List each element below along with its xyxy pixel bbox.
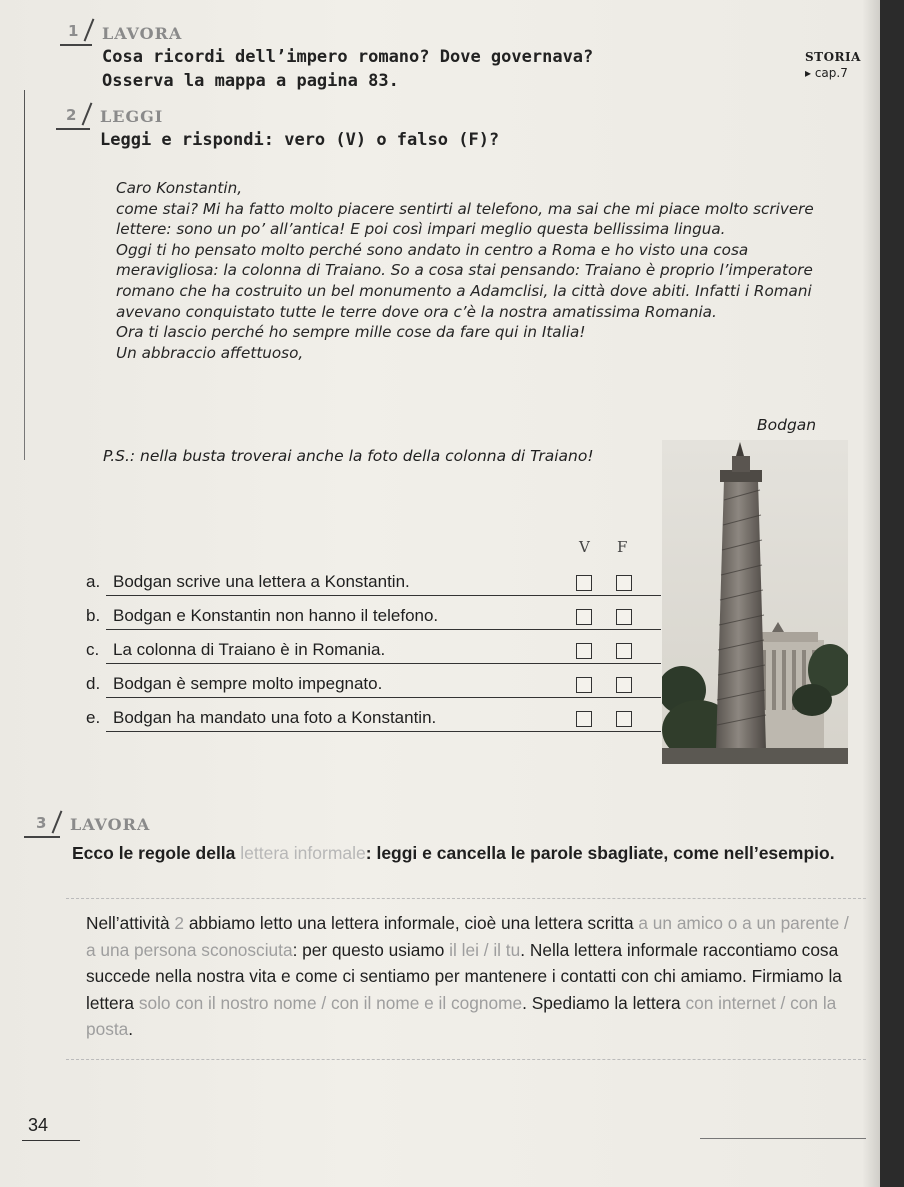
answer-line (106, 697, 661, 698)
false-checkbox[interactable] (616, 711, 632, 727)
exercise-2-number-text: 2 (66, 106, 77, 124)
true-column-header: V (579, 538, 590, 556)
letter-paragraph-1: come stai? Mi ha fatto molto piacere sentirti al telefono, ma sai che mi piace molto scrivere lettere: sono un po’ all’antica! E poi così impari meglio questa bellissima lingua. (116, 199, 814, 239)
margin-line (24, 210, 25, 460)
margin-line (24, 90, 25, 210)
rules-text-segment: . (128, 1019, 134, 1039)
exercise-3-keyword: LAVORA (70, 815, 151, 834)
exercise-1-instruction: Osserva la mappa a pagina 83. (102, 71, 399, 91)
statement-row (86, 670, 661, 700)
answer-line (106, 595, 661, 596)
true-checkbox[interactable] (576, 609, 592, 625)
instruction-part-2: : leggi e cancella le parole sbagliate, come nell’esempio. (365, 843, 835, 863)
letter-paragraph-2: Oggi ti ho pensato molto perché sono andato in centro a Roma e ho visto una cosa meravigliosa: la colonna di Traiano. So a cosa stai pensando: Traiano è proprio l’imperatore romano che ha costruito un bel monumento a Adamclisi, la città dove abiti. Infatti i Romani avevano conquistato tutte le terre dove ora c’è la nostra amatissima Romania. (116, 240, 813, 321)
false-checkbox[interactable] (616, 575, 632, 591)
statement-row (86, 636, 661, 666)
subject-label: STORIA (805, 50, 861, 64)
rules-text-segment: abbiamo letto una lettera informale, cioè una lettera scritta (188, 913, 634, 933)
false-column-header: F (617, 538, 628, 556)
false-checkbox[interactable] (616, 677, 632, 693)
trajan-column-illustration (662, 440, 848, 764)
statement-label: a. (86, 572, 101, 591)
statement-label: b. (86, 606, 101, 625)
statement-text: Bodgan ha mandato una foto a Konstantin. (113, 708, 437, 727)
instruction-part-1: Ecco le regole della (72, 843, 236, 863)
choice-delivery[interactable]: con internet / con la posta (86, 992, 837, 1039)
true-checkbox[interactable] (576, 643, 592, 659)
statement-label: d. (86, 674, 101, 693)
rules-text-segment: Nell’attività (86, 913, 170, 933)
statement-text: La colonna di Traiano è in Romania. (113, 640, 386, 659)
page-number-line (22, 1140, 80, 1141)
rules-text-segment: Nella lettera informale raccontiamo cosa succede nella nostra vita e come ci sentiamo per mantenere i contatti con chi amiamo. Firmiamo la lettera (86, 939, 842, 1013)
statement-row (86, 568, 661, 598)
statement-row (86, 704, 661, 734)
activity-number: 2 (174, 913, 184, 933)
rules-text-segment: : per questo usiamo (292, 939, 445, 960)
exercise-1-keyword: LAVORA (102, 24, 183, 43)
rules-text: Nell’attività 2 abbiamo letto una lettera informale, cioè una lettera scritta a un amico o a un parente / a una persona sconosciuta: per questo usiamo il lei / il tu. Nella lettera informale raccontiamo cosa succede nella nostra vita e come ci sentiamo per mantenere i contatti con chi amiamo. Firmiamo la lettera solo con il nostro nome / con il nome e il cognome. Spediamo la lettera con internet / con la posta. (86, 913, 849, 1039)
letter-postscript: P.S.: nella busta troverai anche la foto della colonna di Traiano! (103, 447, 594, 465)
false-checkbox[interactable] (616, 643, 632, 659)
exercise-underline (56, 128, 90, 130)
true-checkbox[interactable] (576, 575, 592, 591)
letter-closing: Un abbraccio affettuoso, (116, 343, 304, 362)
exercise-2-instruction: Leggi e rispondi: vero (V) o falso (F)? (100, 130, 500, 150)
true-checkbox[interactable] (576, 677, 592, 693)
answer-line (106, 731, 661, 732)
false-checkbox[interactable] (616, 609, 632, 625)
footer-line (700, 1138, 866, 1139)
true-checkbox[interactable] (576, 711, 592, 727)
statement-label: e. (86, 708, 101, 727)
trajan-column-photo (662, 440, 848, 764)
statement-label: c. (86, 640, 100, 659)
exercise-3-number-text: 3 (36, 814, 47, 832)
letter-signature: Bodgan (757, 416, 817, 434)
exercise-3-instruction (72, 840, 852, 866)
chapter-reference: ▸ cap.7 (805, 66, 848, 80)
exercise-1-number-text: 1 (68, 22, 79, 40)
letter-greeting: Caro Konstantin, (116, 179, 243, 197)
statement-row (86, 602, 661, 632)
exercise-underline (24, 836, 60, 838)
answer-line (106, 663, 661, 664)
exercise-2-number (66, 106, 76, 124)
answer-line (106, 629, 661, 630)
page-edge (880, 0, 904, 1187)
instruction-faded-term: lettera informale (240, 843, 366, 863)
choice-signature[interactable]: solo con il nostro nome / con il nome e il cognome (138, 992, 523, 1013)
rules-text-segment: . Spediamo la lettera (522, 992, 681, 1013)
exercise-underline (60, 44, 92, 46)
choice-pronoun[interactable]: il lei / il tu (449, 939, 521, 960)
statement-text: Bodgan è sempre molto impegnato. (113, 674, 383, 693)
statement-text: Bodgan scrive una lettera a Konstantin. (113, 572, 410, 591)
exercise-2-keyword: LEGGI (100, 107, 164, 126)
choice-recipient[interactable]: a un amico o a un parente / a una persona sconosciuta (86, 913, 849, 960)
statement-text: Bodgan e Konstantin non hanno il telefono. (113, 606, 439, 625)
page-number: 34 (28, 1115, 49, 1135)
exercise-3-number (36, 814, 46, 832)
exercise-1-number (68, 22, 78, 40)
exercise-1-question: Cosa ricordi dell’impero romano? Dove governava? (102, 47, 594, 67)
letter-text (116, 178, 816, 363)
letter-paragraph-3: Ora ti lascio perché ho sempre mille cose da fare qui in Italia! (116, 323, 586, 342)
